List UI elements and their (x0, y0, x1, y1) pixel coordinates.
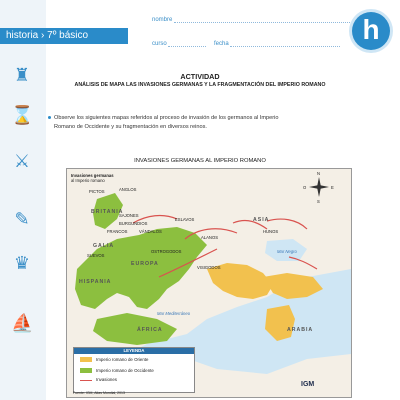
compass-n: N (317, 171, 321, 176)
east-swatch-icon (80, 357, 92, 362)
date-field[interactable] (214, 40, 340, 47)
hourglass-icon: ⌛ (11, 105, 34, 125)
label-mar-mediterraneo: Mar Mediterráneo (157, 311, 191, 316)
logo: h (352, 12, 390, 50)
name-field[interactable] (152, 16, 352, 23)
ship-icon: ⛵ (11, 313, 34, 333)
chevron-right-icon: › (41, 30, 48, 41)
map-legend (73, 347, 195, 393)
legend-invasions: Invasiones (74, 376, 194, 384)
tower-icon: ♜ (13, 65, 31, 85)
label-visigodos: VISIGODOS (197, 265, 221, 270)
crown-icon: ♛ (13, 253, 31, 273)
course-label: curso (152, 41, 167, 47)
label-galia: GALIA (93, 243, 115, 249)
label-britania: BRITANIA (91, 209, 124, 215)
label-eslavos: ESLAVOS (175, 217, 195, 222)
soldier-icon: ⚔ (13, 151, 31, 171)
instruction-text: Observe los siguientes mapas referidos al proceso de invasión de los germanos al Imperio Romano de Occidente y su fragmentación en diversos reinos. (54, 114, 354, 131)
arrow-icon (80, 380, 92, 381)
course-field[interactable] (152, 40, 206, 47)
label-hunos: HUNOS (263, 229, 279, 234)
page-title: ACTIVIDAD (180, 72, 220, 81)
west-swatch-icon (80, 368, 92, 373)
igm-logo: IGM (301, 381, 315, 388)
subject-band (0, 28, 128, 44)
compass-e: E (331, 185, 334, 190)
label-francos: FRANCOS (107, 229, 128, 234)
bullet-icon (48, 116, 51, 119)
map-inset-subtitle: al Imperio romano (71, 178, 105, 183)
map-caption: INVASIONES GERMANAS AL IMPERIO ROMANO (134, 158, 266, 164)
label-pictos: PICTOS (89, 189, 105, 194)
label-suevos: SUEVOS (87, 253, 105, 258)
compass-s: S (317, 199, 320, 204)
date-label: fecha (214, 41, 229, 47)
label-mar-negro: Mar Negro (277, 249, 297, 254)
grade-label: 7º básico (47, 30, 89, 41)
label-sajones: SAJONES (119, 213, 139, 218)
compass-o: O (303, 185, 307, 190)
label-asia: ASIA (253, 217, 270, 223)
legend-east: Imperio romano de Oriente (74, 354, 194, 365)
label-vandalos: VÁNDALOS (139, 229, 162, 234)
label-europa: EUROPA (131, 261, 159, 267)
legend-title: LEYENDA (74, 348, 194, 354)
label-alanos: ALANOS (201, 235, 218, 240)
map-inset-title: Invasiones germanas (71, 173, 114, 178)
label-ostrogodos: OSTROGODOS (151, 249, 182, 254)
sidebar-decoration (0, 0, 46, 400)
label-hispania: HISPANIA (79, 279, 112, 285)
page-subtitle: ANÁLISIS DE MAPA LAS INVASIONES GERMANAS Y LA FRAGMENTACIÓN DEL IMPERIO ROMANO (74, 82, 326, 88)
legend-west: Imperio romano de Occidente (74, 365, 194, 376)
label-africa: ÁFRICA (137, 327, 163, 333)
subject-label: historia (6, 30, 39, 41)
invasions-map (66, 168, 352, 398)
label-anglos: ANGLOS (119, 187, 137, 192)
name-label: nombre (152, 17, 173, 23)
label-arabia: ARABIA (287, 327, 314, 333)
label-burgundios: BURGUNDIOS (119, 221, 148, 226)
scroll-icon: ✎ (14, 209, 30, 229)
map-source: Fuente: IGM, Atlas Mundial, 2013 (73, 391, 125, 395)
